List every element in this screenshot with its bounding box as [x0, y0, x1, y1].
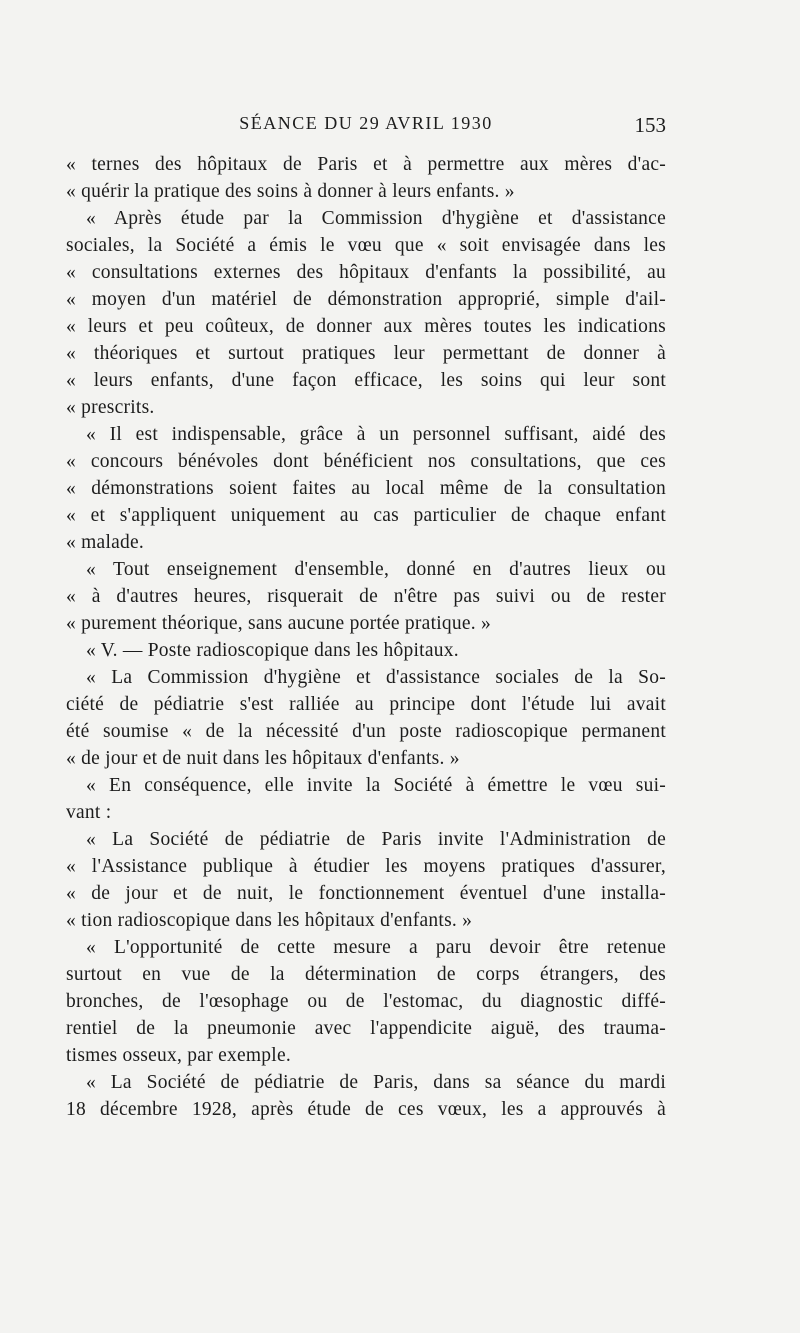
text-line: « Il est indispensable, grâce à un personnel suffisant, aidé des: [86, 424, 666, 445]
text-line: « V. — Poste radioscopique dans les hôpitaux.: [86, 640, 459, 661]
text-line: « malade.: [66, 532, 145, 553]
text-line: « prescrits.: [66, 397, 155, 418]
text-line: « purement théorique, sans aucune portée pratique. »: [66, 613, 492, 634]
text-line: sociales, la Société a émis le vœu que « soit envisagée dans les: [66, 235, 666, 256]
text-line: rentiel de la pneumonie avec l'appendicite aiguë, des trauma-: [66, 1018, 666, 1039]
text-line: 18 décembre 1928, après étude de ces vœux, les a approuvés à: [66, 1099, 666, 1120]
running-head-title: SÉANCE DU 29 AVRIL 1930: [239, 113, 493, 133]
text-line: « de jour et de nuit dans les hôpitaux d'enfants. »: [66, 748, 460, 769]
text-line: « concours bénévoles dont bénéficient nos consultations, que ces: [66, 451, 666, 472]
running-head: [66, 113, 666, 143]
text-line: bronches, de l'œsophage ou de l'estomac, du diagnostic diffé-: [66, 991, 666, 1012]
text-line: « En conséquence, elle invite la Société à émettre le vœu sui-: [86, 775, 666, 796]
text-line: « théoriques et surtout pratiques leur permettant de donner à: [66, 343, 666, 364]
text-line: vant :: [66, 802, 112, 823]
text-line: « Tout enseignement d'ensemble, donné en d'autres lieux ou: [86, 559, 666, 580]
text-line: surtout en vue de la détermination de corps étrangers, des: [66, 964, 666, 985]
text-line: « Après étude par la Commission d'hygiène et d'assistance: [86, 208, 666, 229]
text-line: « à d'autres heures, risquerait de n'être pas suivi ou de rester: [66, 586, 666, 607]
text-line: « l'Assistance publique à étudier les moyens pratiques d'assurer,: [66, 856, 666, 877]
text-line: « La Commission d'hygiène et d'assistance sociales de la So-: [86, 667, 666, 688]
text-line: « leurs et peu coûteux, de donner aux mères toutes les indications: [66, 316, 666, 337]
text-line: ciété de pédiatrie s'est ralliée au principe dont l'étude lui avait: [66, 694, 666, 715]
text-line: « leurs enfants, d'une façon efficace, les soins qui leur sont: [66, 370, 666, 391]
text-line: « consultations externes des hôpitaux d'enfants la possibilité, au: [66, 262, 666, 283]
text-line: « ternes des hôpitaux de Paris et à permettre aux mères d'ac-: [66, 154, 666, 175]
text-line: « et s'appliquent uniquement au cas particulier de chaque enfant: [66, 505, 666, 526]
text-line: « La Société de pédiatrie de Paris invite l'Administration de: [86, 829, 666, 850]
text-line: « démonstrations soient faites au local même de la consultation: [66, 478, 666, 499]
text-line: « de jour et de nuit, le fonctionnement éventuel d'une installa-: [66, 883, 666, 904]
text-line: « La Société de pédiatrie de Paris, dans sa séance du mardi: [86, 1072, 666, 1093]
text-line: été soumise « de la nécessité d'un poste radioscopique permanent: [66, 721, 666, 742]
text-line: « quérir la pratique des soins à donner à leurs enfants. »: [66, 181, 515, 202]
body-text: [66, 151, 666, 1123]
text-line: tismes osseux, par exemple.: [66, 1045, 291, 1066]
page-number: 153: [634, 113, 666, 137]
text-line: « tion radioscopique dans les hôpitaux d'enfants. »: [66, 910, 473, 931]
text-line: « L'opportunité de cette mesure a paru devoir être retenue: [86, 937, 666, 958]
text-line: « moyen d'un matériel de démonstration approprié, simple d'ail-: [66, 289, 666, 310]
